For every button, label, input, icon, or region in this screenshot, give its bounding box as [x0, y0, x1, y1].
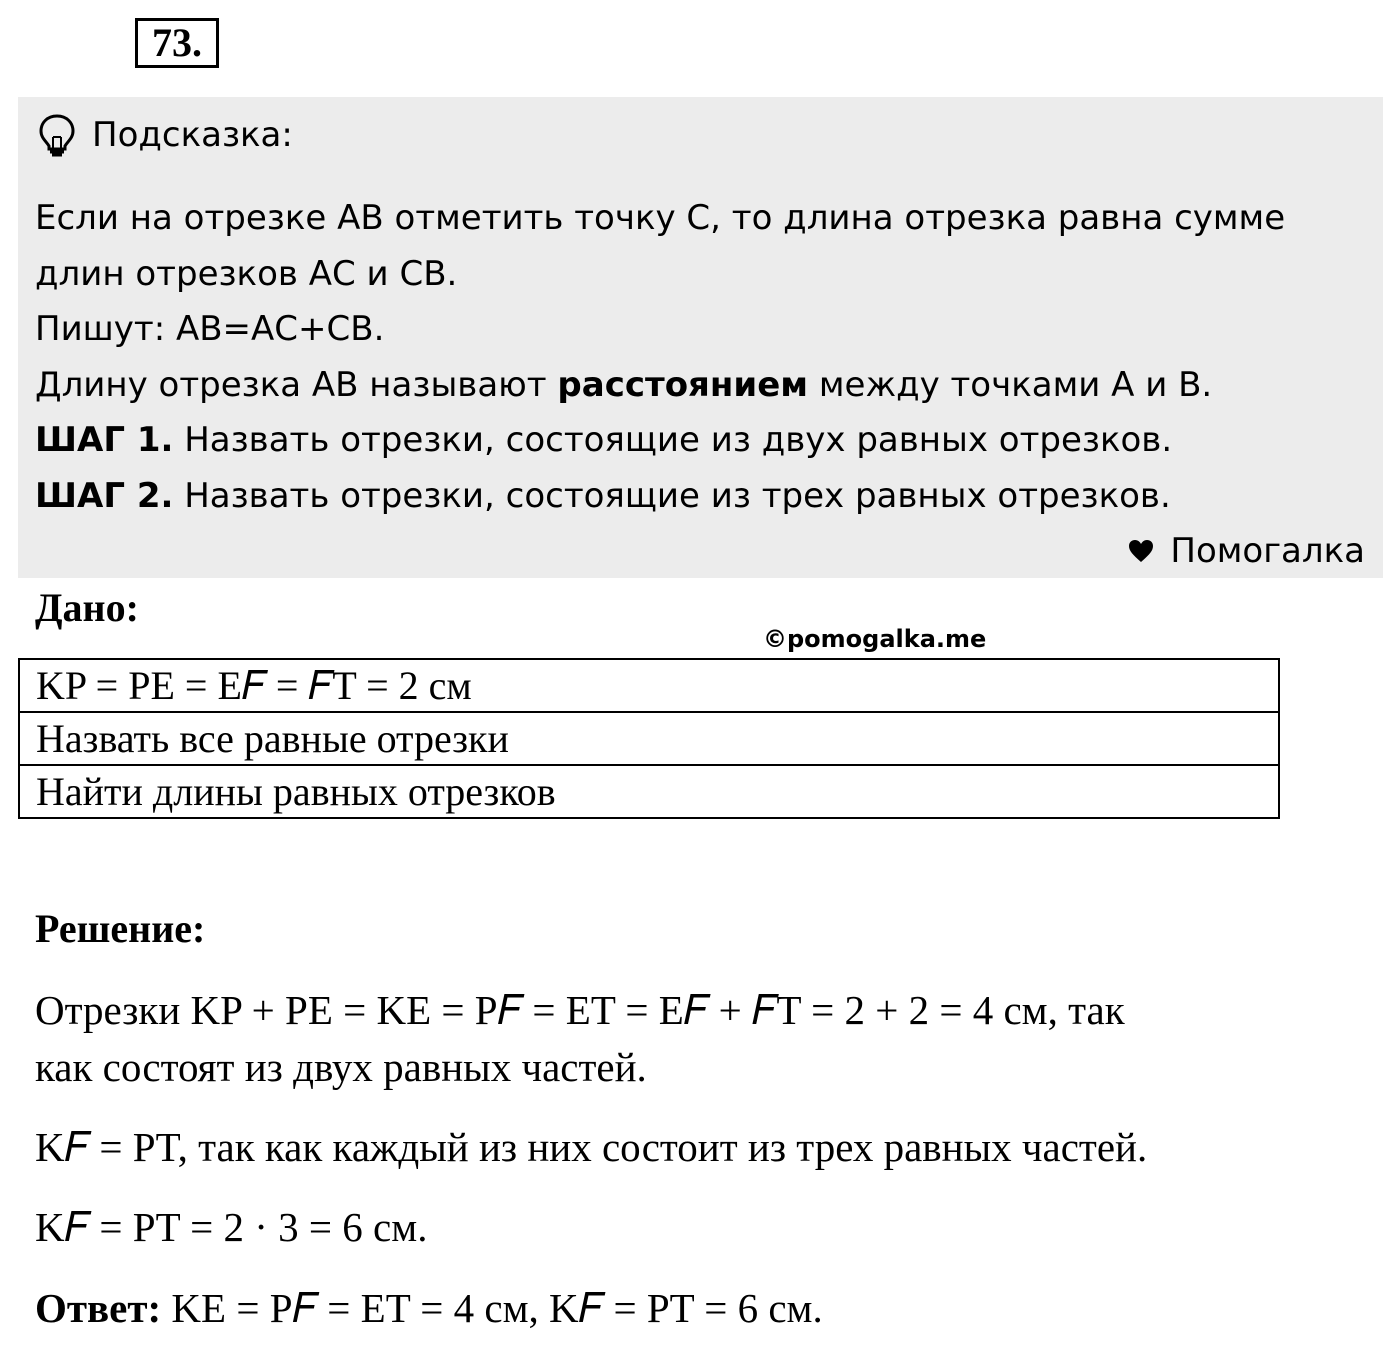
hint-line: длин отрезков АС и СВ. [35, 253, 458, 294]
solution-title: Решение: [35, 906, 206, 951]
hint-body [35, 191, 1365, 524]
given-cell: Найти длины равных отрезков [19, 765, 1279, 818]
table-row [19, 712, 1279, 765]
hint-text: Длину отрезка АВ называют [35, 364, 558, 405]
lightbulb-icon [36, 113, 78, 157]
task-number: 73. [135, 18, 219, 68]
watermark: ©pomogalka.me [763, 625, 987, 653]
hint-line: Пишут: АВ=АС+СВ. [35, 309, 385, 349]
brand-name: Помогалка [1170, 531, 1365, 571]
hint-step-1 [35, 413, 1365, 469]
step-text: Назвать отрезки, состоящие из двух равных отрезков. [173, 420, 1173, 460]
hint-text: между точками А и В. [808, 364, 1213, 405]
given-title: Дано: [35, 585, 139, 630]
solution-line: Отрезки KP + PE = KE = P𝐹 = ET = E𝐹 + 𝐹T = 2 + 2 = 4 см, так [35, 987, 1125, 1033]
answer-line [35, 1284, 823, 1332]
hint-title: Подсказка: [92, 115, 293, 155]
step-label: ШАГ 1. [35, 420, 174, 460]
hint-box [18, 97, 1383, 578]
answer-label: Ответ: [35, 1285, 162, 1331]
given-cell: Назвать все равные отрезки [19, 712, 1279, 765]
given-cell: KP = PE = E𝐹 = 𝐹T = 2 см [19, 659, 1279, 712]
solution-line: K𝐹 = PT = 2 · 3 = 6 см. [35, 1204, 428, 1250]
hint-header [36, 115, 293, 155]
step-label: ШАГ 2. [35, 475, 174, 516]
hint-line: Если на отрезке АВ отметить точку С, то длина отрезка равна сумме [35, 198, 1286, 238]
brand-signature [1128, 531, 1365, 571]
hint-bold-term: расстоянием [557, 364, 809, 405]
hint-step-2 [35, 469, 1365, 525]
hint-line [35, 358, 1365, 414]
table-row [19, 765, 1279, 818]
solution-line: как состоят из двух равных частей. [35, 1044, 647, 1090]
step-text: Назвать отрезки, состоящие из трех равных отрезков. [173, 475, 1171, 516]
answer-text: KE = P𝐹 = ET = 4 см, K𝐹 = PT = 6 см. [161, 1285, 823, 1331]
given-table [18, 658, 1280, 819]
heart-icon [1128, 539, 1154, 563]
table-row [19, 659, 1279, 712]
solution-line: K𝐹 = PT, так как каждый из них состоит из трех равных частей. [35, 1124, 1148, 1170]
